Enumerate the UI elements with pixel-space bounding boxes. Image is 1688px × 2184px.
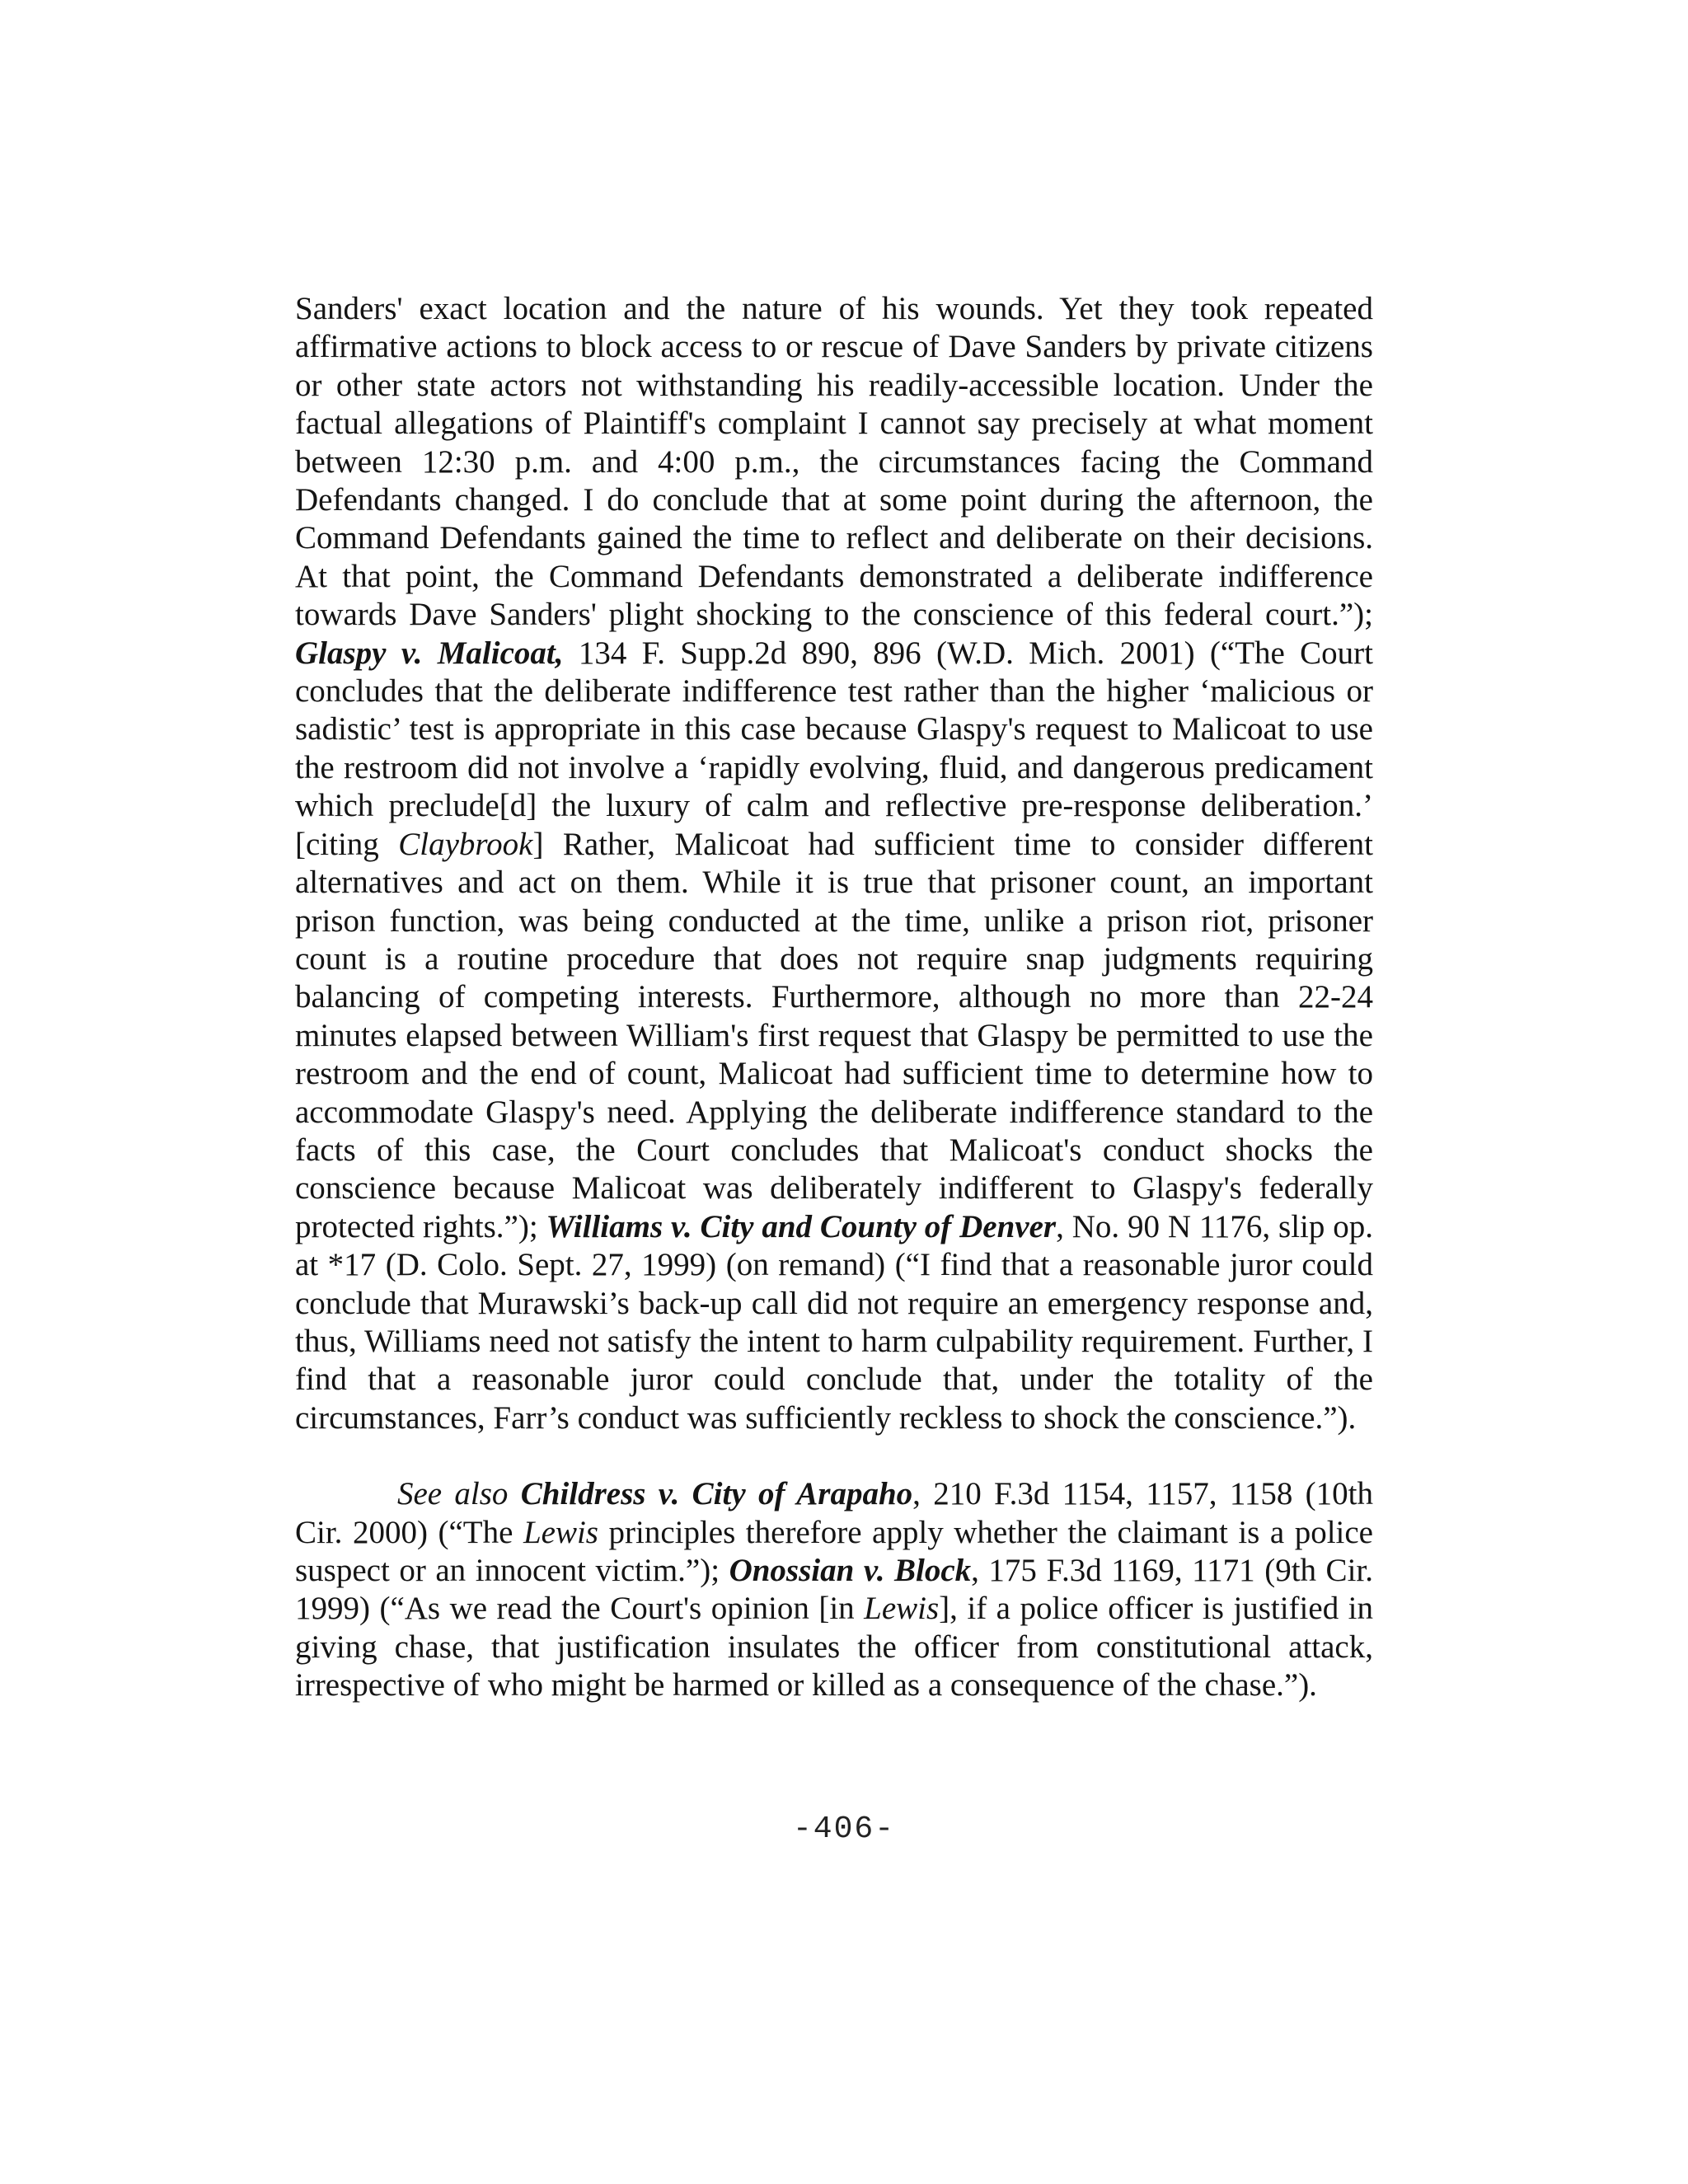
text-run: principles therefore apply whether the claimant is a police suspect or an innocent victim.”); bbox=[295, 1514, 1373, 1588]
case-citation-childress: Childress v. City of Arapaho bbox=[520, 1476, 913, 1512]
italic-citation-claybrook: Claybrook bbox=[398, 826, 533, 862]
text-run: ] Rather, Malicoat had sufficient time to consider different alternatives and act on them. While it is true that prisoner count, an important prison function, was being conducted at the time, unlike a prison riot, prisoner count is a routine procedure that does not require snap judgments requiring balancing of competing interests. Furthermore, although no more than 22-24 minutes elapsed between William's first request that Glaspy be permitted to use the restroom and the end of count, Malicoat had sufficient time to determine how to accommodate Glaspy's need. Applying the deliberate indifference standard to the facts of this case, the Court concludes that Malicoat's conduct shocks the conscience because Malicoat was deliberately indifferent to Glaspy's federally protected rights.”); bbox=[295, 826, 1374, 1244]
signal-see-also: See also bbox=[397, 1476, 509, 1512]
case-citation-williams: Williams v. City and County of Denver bbox=[546, 1208, 1057, 1244]
case-citation-onossian: Onossian v. Block bbox=[729, 1553, 972, 1588]
italic-citation-lewis: Lewis bbox=[523, 1514, 598, 1550]
paragraph-see-also bbox=[295, 1475, 1373, 1704]
text-run: , 175 F.3d 1169, 1171 (9th Cir. 1999) (“As we read the Court's opinion [in bbox=[295, 1553, 1373, 1627]
text-run: ], if a police officer is justified in giving chase, that justification insulates the officer from constitutional attack, irrespective of who might be harmed or killed as a consequence of the chase.”). bbox=[295, 1591, 1373, 1704]
text-run: Sanders' exact location and the nature of his wounds. Yet they took repeated affirmative actions to block access to or rescue of Dave Sanders by private citizens or other state actors not withstanding his readily-accessible location. Under the factual allegations of Plaintiff's complaint I cannot say precisely at what moment between 12:30 p.m. and 4:00 p.m., the circumstances facing the Command Defendants changed. I do conclude that at some point during the afternoon, the Command Defendants gained the time to reflect and deliberate on their decisions. At that point, the Command Defendants demonstrated a deliberate indifference towards Dave Sanders' plight shocking to the conscience of this federal court.”); bbox=[295, 291, 1373, 633]
text-run: , 210 F.3d 1154, 1157, 1158 (10th Cir. 2000) (“The bbox=[295, 1476, 1373, 1550]
body-text bbox=[295, 290, 1373, 1705]
case-citation-glaspy: Glaspy v. Malicoat, bbox=[295, 635, 564, 671]
text-run: 134 F. Supp.2d 890, 896 (W.D. Mich. 2001) (“The Court concludes that the deliberate indifference test rather than the higher ‘malicious or sadistic’ test is appropriate in this case because Glaspy's request to Malicoat to use the restroom did not involve a ‘rapidly evolving, fluid, and dangerous predicament which preclude[d] the luxury of calm and reflective pre-response deliberation.’ [citing bbox=[295, 635, 1373, 862]
page-number: -406- bbox=[792, 1811, 896, 1847]
italic-citation-lewis: Lewis bbox=[864, 1591, 940, 1627]
text-run: , No. 90 N 1176, slip op. at *17 (D. Colo. Sept. 27, 1999) (on remand) (“I find that a reasonable juror could conclude that Murawski’s back-up call did not require an emergency response and, thus, Williams need not satisfy the intent to harm culpability requirement. Further, I find that a reasonable juror could conclude that, under the totality of the circumstances, Farr’s conduct was sufficiently reckless to shock the conscience.”). bbox=[295, 1208, 1374, 1436]
paragraph-continuation bbox=[295, 290, 1373, 1437]
